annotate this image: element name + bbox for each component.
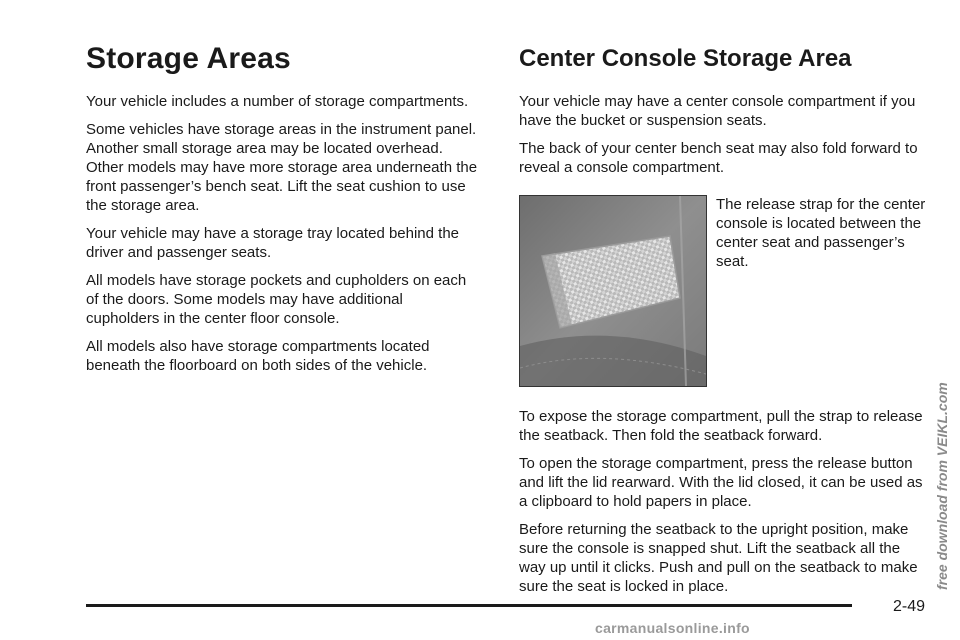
- section-title-center-console: Center Console Storage Area: [519, 45, 852, 72]
- paragraph: Your vehicle may have a center console compartment if you have the bucket or suspension seats.: [519, 93, 916, 129]
- section-title-storage-areas: Storage Areas: [86, 42, 291, 75]
- page-number: 2-49: [893, 598, 926, 615]
- paragraph: All models have storage pockets and cupholders on each of the doors. Some models may have additional cupholders in the center floor console.: [86, 272, 467, 327]
- paragraph: Your vehicle may have a storage tray located behind the driver and passenger seats.: [86, 225, 460, 261]
- photo-caption: The release strap for the center console is located between the center seat and passenger’s seat.: [716, 196, 926, 270]
- release-strap-photo: [519, 195, 707, 387]
- paragraph: To open the storage compartment, press the release button and lift the lid rearward. With the lid closed, it can be used as a clipboard to hold papers in place.: [519, 455, 923, 510]
- bottom-watermark: carmanualsonline.info: [595, 620, 750, 636]
- paragraph: The back of your center bench seat may also fold forward to reveal a console compartment.: [519, 140, 918, 176]
- side-watermark: free download from VEIKL.com: [934, 382, 950, 590]
- photo-row: [519, 195, 929, 387]
- paragraph: Before returning the seatback to the upright position, make sure the console is snapped shut. Lift the seatback all the way up until it clicks. Push and pull on the seatback to make sure the seat is locked in place.: [519, 521, 918, 595]
- paragraph: Some vehicles have storage areas in the instrument panel. Another small storage area may be located overhead. Other models may have more storage area underneath the front passenger’s bench seat. Lift the seat cushion to use the storage area.: [86, 121, 478, 214]
- release-strap-illustration: [520, 196, 706, 386]
- left-column: [86, 40, 478, 384]
- right-column: [519, 40, 929, 605]
- footer-rule: [86, 604, 852, 607]
- paragraph: To expose the storage compartment, pull the strap to release the seatback. Then fold the seatback forward.: [519, 408, 923, 444]
- paragraph: All models also have storage compartments located beneath the floorboard on both sides of the vehicle.: [86, 338, 430, 374]
- paragraph: Your vehicle includes a number of storage compartments.: [86, 93, 469, 110]
